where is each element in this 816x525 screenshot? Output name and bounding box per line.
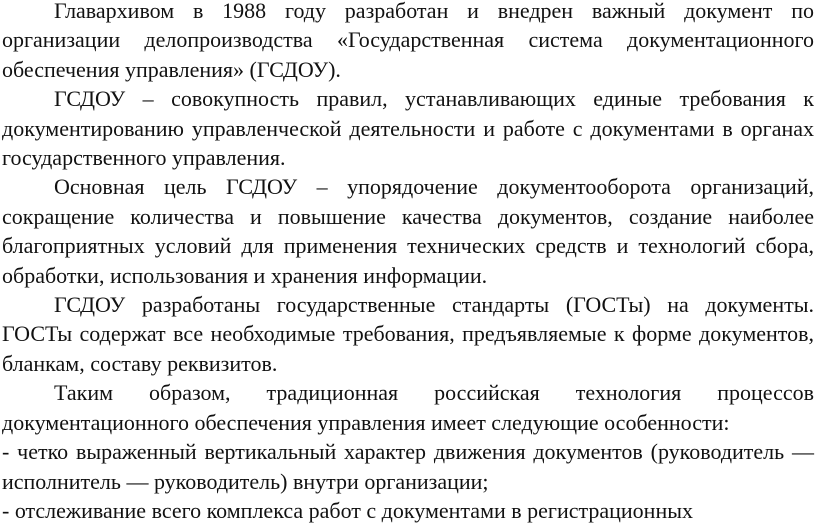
- list-item-vertical-movement: - четко выраженный вертикальный характер движения документов (руководитель — исполнитель — руководитель) внутри организации;: [2, 439, 814, 494]
- paragraph-gsdou-introduction: Главархивом в 1988 году разработан и внедрен важный документ по организации делопроизводства «Государственная система документационного обеспечения управления» (ГСДОУ).: [2, 0, 814, 82]
- paragraph-technology-features: Таким образом, традиционная российская технология процессов документационного обеспечения управления имеет следующие особенности:: [2, 380, 814, 435]
- list-item-tracking-work: - отслеживание всего комплекса работ с документами в регистрационных: [2, 497, 694, 523]
- paragraph-gost-standards: ГСДОУ разработаны государственные стандарты (ГОСТы) на документы. ГОСТы содержат все необходимые требования, предъявляемые к форме документов, бланкам, составу реквизитов.: [2, 292, 814, 376]
- paragraph-gsdou-goal: Основная цель ГСДОУ – упорядочение документооборота организаций, сокращение количества и повышение качества документов, создание наиболее благоприятных условий для применения технических средств и технологий сбора, обработки, использования и хранения информации.: [2, 174, 814, 288]
- paragraph-gsdou-definition: ГСДОУ – совокупность правил, устанавливающих единые требования к документированию управленческой деятельности и работе с документами в органах государственного управления.: [2, 86, 814, 171]
